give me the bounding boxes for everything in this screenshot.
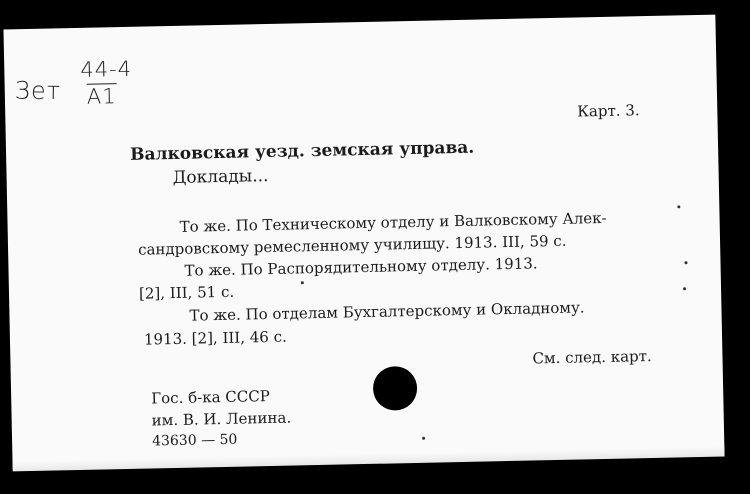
dust-speck	[684, 261, 687, 264]
handwritten-code-top: 44-4	[80, 56, 133, 82]
library-stamp-line-2: им. В. И. Ленина.	[151, 408, 292, 430]
card-number: Карт. 3.	[577, 101, 640, 121]
see-next-card: См. след. карт.	[532, 347, 652, 368]
entry-1-line-2: сандровскому ремесленному училищу. 1913. III, 59 с.	[137, 231, 567, 259]
card-bottom-edge	[13, 446, 725, 471]
library-stamp-line-1: Гос. б-ка СССР	[151, 387, 271, 408]
dust-speck	[683, 287, 686, 290]
card-subheading: Доклады...	[172, 165, 269, 188]
dust-speck	[301, 281, 304, 284]
dust-speck	[422, 437, 425, 440]
entry-3-line-1: То же. По отделам Бухгалтерскому и Окладному.	[189, 298, 585, 325]
card-heading: Валковская уезд. земская управа.	[129, 137, 475, 165]
handwritten-code-left: Зет	[14, 76, 62, 106]
entry-2-line-2: [2], III, 51 с.	[138, 282, 235, 303]
library-stamp-line-3: 43630 — 50	[151, 431, 238, 450]
entry-2-line-1: То же. По Распорядительному отделу. 1913.	[184, 254, 538, 280]
dust-speck	[677, 205, 680, 208]
card-punch-hole	[373, 366, 418, 411]
handwritten-code-bottom: А1	[86, 84, 117, 109]
entry-1-line-1: То же. По Техническому отделу и Валковскому Алек-	[179, 208, 607, 236]
entry-3-line-2: 1913. [2], III, 46 с.	[143, 327, 287, 349]
catalog-card	[3, 15, 724, 470]
